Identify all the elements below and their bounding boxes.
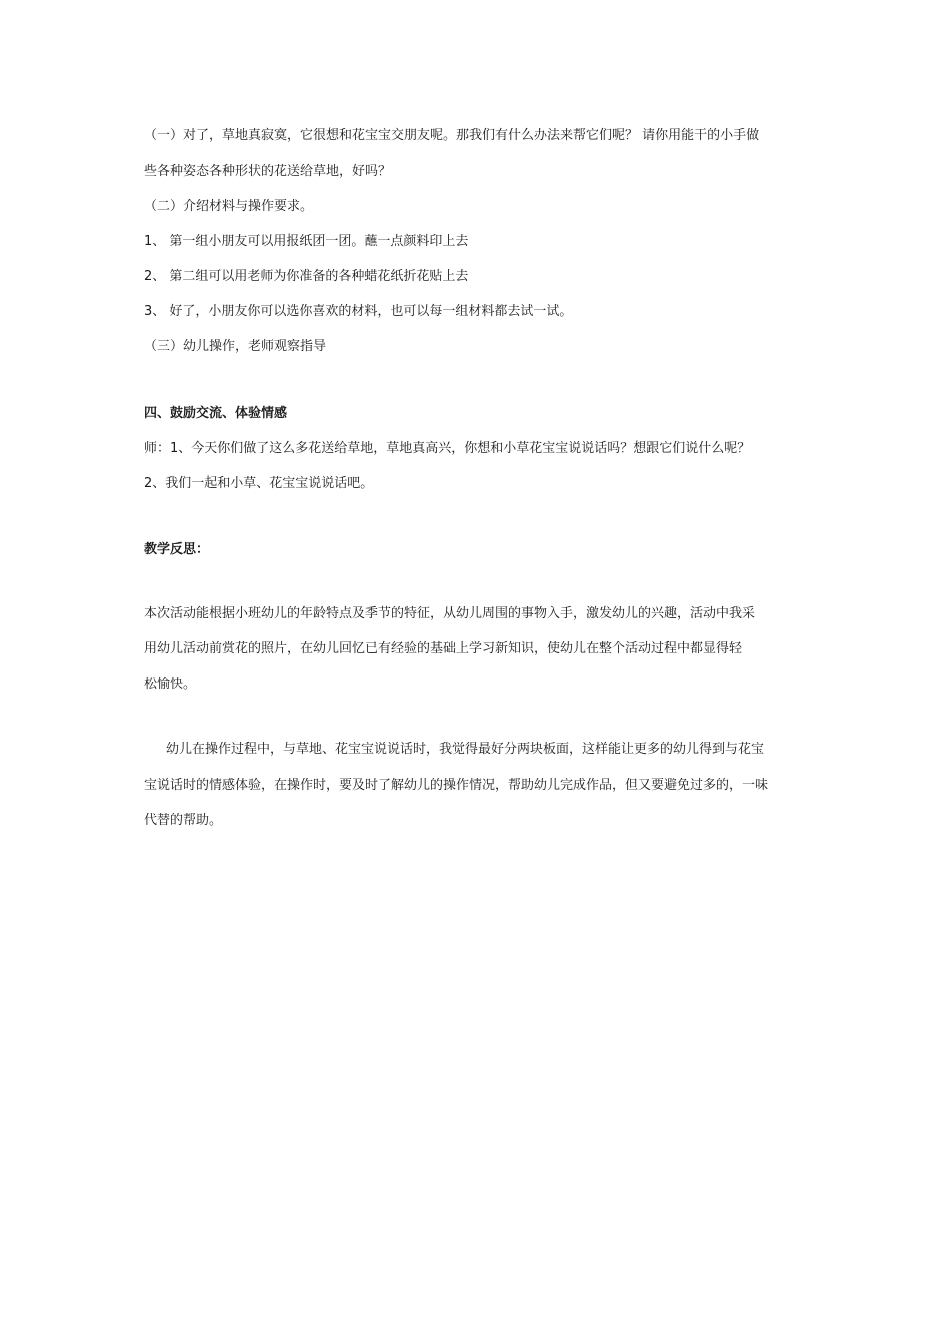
paragraph-line: 用幼儿活动前赏花的照片，在幼儿回忆已有经验的基础上学习新知识，使幼儿在整个活动过程中都显得轻 (144, 641, 743, 656)
paragraph-line: （三）幼儿操作，老师观察指导 (144, 339, 327, 354)
section-heading: 四、鼓励交流、体验情感 (144, 406, 288, 421)
paragraph-line: 幼儿在操作过程中，与草地、花宝宝说说话时，我觉得最好分两块板面，这样能让更多的幼儿得到与花宝 (166, 742, 765, 757)
list-item: 3、 好了，小朋友你可以选你喜欢的材料，也可以每一组材料都去试一试。 (144, 304, 573, 319)
paragraph-line: （一）对了，草地真寂寞，它很想和花宝宝交朋友呢。那我们有什么办法来帮它们呢？ 请你用能干的小手做 (144, 128, 760, 143)
paragraph-line: 师：1、今天你们做了这么多花送给草地，草地真高兴，你想和小草花宝宝说说话吗？想跟它们说什么呢？ (144, 441, 751, 456)
paragraph-line: 代替的帮助。 (144, 813, 223, 828)
list-item: 1、 第一组小朋友可以用报纸团一团。蘸一点颜料印上去 (144, 234, 469, 249)
paragraph-line: 宝说话时的情感体验，在操作时，要及时了解幼儿的操作情况，帮助幼儿完成作品，但又要避免过多的，一味 (144, 778, 769, 793)
paragraph-line: 些各种姿态各种形状的花送给草地，好吗？ (144, 164, 392, 179)
paragraph-line: （二）介绍材料与操作要求。 (144, 199, 314, 214)
paragraph-line: 2、我们一起和小草、花宝宝说说话吧。 (144, 476, 374, 491)
reflection-heading: 教学反思： (144, 542, 210, 557)
paragraph-line: 松愉快。 (144, 677, 197, 692)
list-item: 2、 第二组可以用老师为你准备的各种蜡花纸折花贴上去 (144, 269, 469, 284)
paragraph-line: 本次活动能根据小班幼儿的年龄特点及季节的特征，从幼儿周围的事物入手，激发幼儿的兴趣，活动中我采 (144, 606, 756, 621)
